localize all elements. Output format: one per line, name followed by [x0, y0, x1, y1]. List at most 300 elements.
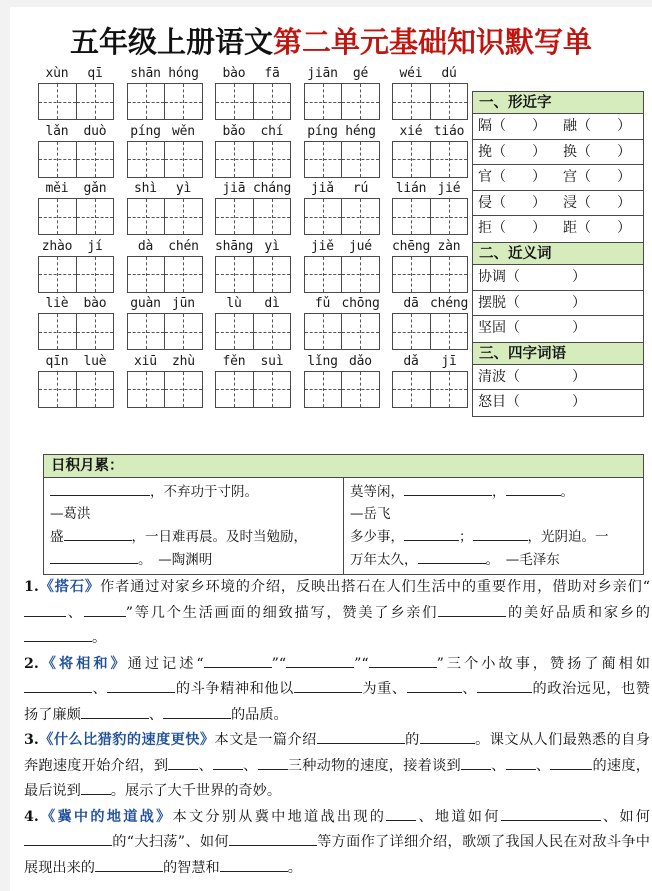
xingjinzi-cell[interactable]: [558, 191, 643, 216]
tianzige-box[interactable]: [304, 83, 380, 120]
tianzige-cell[interactable]: [305, 142, 343, 177]
xingjinzi-char: 侵（: [478, 194, 506, 211]
pinyin-word-group: [392, 65, 468, 120]
tianzige-box[interactable]: [127, 371, 203, 408]
answer-blank[interactable]: [294, 677, 362, 693]
riji-line: [50, 525, 338, 548]
pinyin-word-group: [38, 238, 114, 293]
pinyin-row: [38, 123, 468, 181]
question-text: 。课文从人们最熟悉的自身奔跑速度开始介绍，到: [24, 732, 650, 774]
tianzige-cell[interactable]: [128, 142, 166, 177]
tianzige-cell[interactable]: [128, 372, 166, 407]
answer-blank[interactable]: [420, 728, 475, 744]
answer-blank[interactable]: [501, 805, 601, 821]
pinyin-word-group: [392, 180, 468, 235]
question-number: 4.: [24, 808, 39, 825]
pinyin-label: [392, 123, 468, 141]
pinyin-row: [38, 295, 468, 353]
table-row: [473, 191, 643, 217]
pinyin-syllable: chí: [260, 123, 284, 139]
pinyin-row: [38, 180, 468, 238]
xingjinzi-cell[interactable]: [558, 165, 643, 190]
pinyin-syllable: lǐng: [307, 353, 338, 369]
answer-blank[interactable]: [204, 652, 272, 668]
tianzige-box[interactable]: [392, 256, 468, 293]
pinyin-label: [38, 353, 114, 371]
answer-blank[interactable]: [438, 601, 506, 617]
section-heading-sizi: 三、四字词语: [473, 342, 643, 365]
pinyin-word-group: [38, 123, 114, 178]
pinyin-syllable: jī: [441, 353, 457, 369]
tianzige-cell[interactable]: [393, 372, 431, 407]
tianzige-box[interactable]: [392, 198, 468, 235]
answer-blank[interactable]: [550, 754, 592, 770]
answer-blank[interactable]: [461, 754, 491, 770]
pinyin-label: [38, 295, 114, 313]
pinyin-syllable: yì: [264, 238, 280, 254]
answer-blank[interactable]: [317, 728, 405, 744]
answer-blank[interactable]: [404, 480, 492, 496]
tianzige-cell[interactable]: [254, 142, 291, 177]
question-text: 本文是一篇介绍: [214, 732, 317, 748]
book-title: 《搭石》: [38, 579, 101, 595]
pinyin-label: [127, 353, 203, 371]
tianzige-cell[interactable]: [165, 257, 202, 292]
pinyin-syllable: dā: [403, 296, 419, 311]
pinyin-label: [127, 295, 203, 313]
tianzige-cell[interactable]: [128, 199, 166, 234]
tianzige-box[interactable]: [127, 83, 203, 120]
riji-text: 。 —陶渊明: [138, 552, 213, 568]
tianzige-cell[interactable]: [128, 314, 166, 349]
pinyin-label: [127, 180, 203, 198]
table-row: [473, 216, 643, 242]
vocab-cell[interactable]: [473, 291, 643, 316]
tianzige-cell[interactable]: [431, 257, 468, 292]
tianzige-cell[interactable]: [39, 142, 77, 177]
pinyin-word-group: [304, 180, 380, 235]
tianzige-box[interactable]: [38, 313, 114, 350]
tianzige-cell[interactable]: [342, 199, 379, 234]
tianzige-cell[interactable]: [128, 84, 166, 119]
answer-blank[interactable]: [506, 480, 561, 496]
pinyin-syllable: lián: [395, 181, 427, 196]
pinyin-label: [127, 65, 203, 83]
pinyin-syllable: dǎo: [349, 353, 372, 369]
tianzige-cell[interactable]: [305, 372, 343, 407]
pinyin-label: [392, 180, 468, 198]
answer-blank[interactable]: [404, 525, 459, 541]
tianzige-cell[interactable]: [39, 314, 77, 349]
tianzige-box[interactable]: [38, 83, 114, 120]
tianzige-box[interactable]: [304, 198, 380, 235]
vocab-cell[interactable]: [473, 365, 643, 390]
tianzige-box[interactable]: [38, 371, 114, 408]
tianzige-cell[interactable]: [216, 199, 254, 234]
pinyin-word-group: [215, 295, 291, 350]
tianzige-cell[interactable]: [393, 257, 431, 292]
tianzige-box[interactable]: [392, 83, 468, 120]
pinyin-syllable: wéi: [399, 66, 423, 81]
pinyin-word-group: [127, 65, 203, 120]
pinyin-syllable: chēng: [392, 238, 431, 254]
paren-close: ）: [532, 143, 546, 160]
section-heading-xingjinzi: 一、形近字: [473, 92, 643, 114]
xingjinzi-cell[interactable]: [558, 216, 643, 242]
tianzige-cell[interactable]: [431, 314, 468, 349]
answer-blank[interactable]: [50, 480, 150, 496]
answer-blank[interactable]: [506, 754, 536, 770]
xingjinzi-cell[interactable]: [473, 191, 558, 216]
answer-blank[interactable]: [24, 601, 66, 617]
pinyin-syllable: shāng: [215, 238, 254, 254]
question-item: [24, 575, 650, 652]
pinyin-word-group: [38, 353, 114, 408]
vocab-cell[interactable]: [473, 265, 643, 290]
answer-blank[interactable]: [369, 652, 437, 668]
pinyin-syllable: qīn: [45, 353, 69, 369]
riji-text: 。 —毛泽东: [485, 552, 560, 568]
tianzige-cell[interactable]: [39, 84, 77, 119]
tianzige-box[interactable]: [215, 371, 291, 408]
tianzige-cell[interactable]: [39, 257, 77, 292]
pinyin-syllable: zhù: [172, 353, 195, 369]
pinyin-syllable: suì: [260, 353, 284, 369]
tianzige-cell[interactable]: [216, 142, 254, 177]
pinyin-word-group: [127, 238, 203, 293]
question-text: 为重、: [361, 681, 407, 697]
riji-text: ，不弃功于寸阴。: [150, 484, 258, 500]
pinyin-grid-area: [38, 65, 468, 410]
paren-close: ）: [532, 194, 546, 211]
pinyin-syllable: jiǎ: [311, 181, 334, 196]
tianzige-cell[interactable]: [431, 84, 468, 119]
tianzige-box[interactable]: [127, 256, 203, 293]
question-number: 1.: [24, 579, 39, 595]
riji-right-column: [344, 478, 643, 574]
riji-line: [50, 503, 338, 525]
xingjinzi-cell[interactable]: [473, 114, 558, 139]
pinyin-label: [38, 123, 114, 141]
answer-blank[interactable]: [418, 548, 486, 564]
tianzige-box[interactable]: [392, 313, 468, 350]
pinyin-label: [304, 353, 380, 371]
tianzige-box[interactable]: [392, 141, 468, 178]
pinyin-label: [215, 65, 291, 83]
answer-blank[interactable]: [64, 525, 132, 541]
tianzige-box[interactable]: [127, 141, 203, 178]
answer-blank[interactable]: [258, 754, 288, 770]
question-text: 、地道如何: [416, 808, 501, 825]
pinyin-syllable: shì: [134, 181, 157, 196]
question-text: ”等几个生活画面的细致描写，赞美了乡亲们: [125, 604, 439, 621]
riji-line: [350, 503, 638, 525]
riji-text: —葛洪: [50, 506, 91, 522]
tianzige-box[interactable]: [215, 198, 291, 235]
question-text: 三种动物的速度，接着谈到: [287, 757, 461, 774]
paren-close: ）: [617, 143, 631, 160]
table-row: [473, 114, 643, 140]
tianzige-cell[interactable]: [393, 84, 431, 119]
pinyin-label: [304, 180, 380, 198]
answer-blank[interactable]: [81, 779, 111, 795]
tianzige-cell[interactable]: [165, 372, 202, 407]
pinyin-label: [304, 65, 380, 83]
pinyin-word-group: [127, 295, 203, 350]
tianzige-box[interactable]: [38, 198, 114, 235]
page-title-black: 五年级上册语文: [69, 25, 273, 59]
paren-close: ）: [572, 368, 586, 385]
riji-heading: 日积月累：: [44, 455, 643, 478]
pinyin-word-group: [215, 65, 291, 120]
book-title: 《将相和》: [38, 655, 128, 672]
xingjinzi-char: 隔（: [478, 118, 506, 134]
table-row: [473, 291, 643, 317]
answer-blank[interactable]: [477, 677, 532, 693]
question-text: 本文分别从冀中地道战出现的: [172, 808, 387, 825]
riji-text: —岳飞: [350, 506, 391, 522]
pinyin-word-group: [38, 180, 114, 235]
tianzige-cell[interactable]: [216, 84, 254, 119]
answer-blank[interactable]: [407, 677, 462, 693]
pinyin-label: [304, 123, 380, 141]
question-item: [24, 805, 650, 882]
pinyin-syllable: xié: [399, 123, 423, 139]
xingjinzi-cell[interactable]: [558, 114, 643, 139]
tianzige-cell[interactable]: [77, 314, 114, 349]
tianzige-box[interactable]: [304, 141, 380, 178]
paren-close: ）: [617, 169, 631, 186]
sizi-rows: [473, 365, 643, 416]
tianzige-cell[interactable]: [128, 257, 166, 292]
tianzige-cell[interactable]: [393, 199, 431, 234]
tianzige-cell[interactable]: [39, 199, 77, 234]
pinyin-syllable: luè: [83, 353, 107, 369]
paren-close: ）: [617, 194, 631, 211]
pinyin-word-group: [215, 238, 291, 293]
xingjinzi-cell[interactable]: [473, 140, 558, 165]
riji-text: ；: [459, 529, 473, 545]
tianzige-box[interactable]: [304, 371, 380, 408]
question-text: 通过记述“: [127, 655, 204, 672]
tianzige-cell[interactable]: [165, 142, 202, 177]
pinyin-word-group: [392, 238, 468, 293]
pinyin-syllable: qī: [87, 66, 103, 81]
vocab-cell[interactable]: [473, 390, 643, 416]
table-row: [473, 140, 643, 166]
paren-close: ）: [617, 118, 631, 134]
answer-blank[interactable]: [386, 805, 416, 821]
tianzige-cell[interactable]: [342, 142, 379, 177]
answer-blank[interactable]: [24, 626, 92, 642]
pinyin-syllable: jiān: [307, 66, 338, 81]
tianzige-box[interactable]: [127, 313, 203, 350]
tianzige-box[interactable]: [215, 83, 291, 120]
tianzige-box[interactable]: [392, 371, 468, 408]
pinyin-label: [392, 238, 468, 256]
table-row: [473, 265, 643, 291]
tianzige-cell[interactable]: [216, 314, 254, 349]
tianzige-cell[interactable]: [342, 257, 379, 292]
tianzige-cell[interactable]: [77, 142, 114, 177]
paren-close: ）: [572, 320, 586, 337]
tianzige-box[interactable]: [304, 313, 380, 350]
riji-line: [50, 548, 338, 571]
question-text: 、: [242, 757, 258, 774]
question-text: 、: [535, 757, 551, 774]
tianzige-box[interactable]: [215, 313, 291, 350]
pinyin-syllable: xiū: [134, 353, 157, 369]
pinyin-syllable: lù: [226, 296, 242, 311]
answer-blank[interactable]: [107, 677, 175, 693]
tianzige-cell[interactable]: [305, 257, 343, 292]
tianzige-box[interactable]: [38, 141, 114, 178]
pinyin-syllable: měi: [45, 181, 69, 196]
pinyin-label: [127, 123, 203, 141]
pinyin-syllable: bào: [222, 66, 246, 81]
pinyin-syllable: píng: [130, 123, 161, 139]
pinyin-label: [215, 353, 291, 371]
question-text: 的“大扫荡”、如何: [112, 834, 229, 850]
tianzige-cell[interactable]: [77, 84, 114, 119]
tianzige-cell[interactable]: [165, 84, 202, 119]
tianzige-cell[interactable]: [342, 372, 379, 407]
question-text: 的品质。: [230, 706, 288, 723]
tianzige-cell[interactable]: [77, 199, 114, 234]
pinyin-label: [38, 238, 114, 256]
xingjinzi-char: 宫（: [563, 169, 591, 186]
xingjinzi-char: 融（: [563, 118, 591, 134]
vocab-cell[interactable]: [473, 316, 643, 342]
vocab-word: 清波（: [478, 368, 520, 385]
tianzige-cell[interactable]: [77, 372, 114, 407]
tianzige-box[interactable]: [215, 256, 291, 293]
table-row: [473, 165, 643, 191]
riji-text: 莫等闲，: [350, 484, 404, 500]
answer-blank[interactable]: [168, 754, 198, 770]
tianzige-cell[interactable]: [165, 314, 202, 349]
tianzige-cell[interactable]: [165, 199, 202, 234]
pinyin-syllable: jué: [349, 238, 372, 254]
tianzige-cell[interactable]: [254, 257, 291, 292]
answer-blank[interactable]: [81, 703, 149, 719]
tianzige-cell[interactable]: [393, 314, 431, 349]
pinyin-syllable: fā: [264, 66, 280, 81]
pinyin-syllable: gǎn: [83, 181, 107, 196]
answer-blank[interactable]: [50, 548, 138, 564]
pinyin-label: [38, 65, 114, 83]
tianzige-box[interactable]: [215, 141, 291, 178]
pinyin-syllable: tiáo: [433, 123, 465, 139]
tianzige-cell[interactable]: [254, 372, 291, 407]
jinyici-rows: [473, 265, 643, 342]
xingjinzi-cell[interactable]: [473, 216, 558, 242]
question-text: 等方面作了详细介绍，歌颂了我国人民在对敌斗争中展现出来的: [24, 834, 650, 876]
answer-blank[interactable]: [229, 830, 317, 846]
tianzige-cell[interactable]: [39, 372, 77, 407]
tianzige-cell[interactable]: [431, 142, 468, 177]
tianzige-cell[interactable]: [254, 199, 291, 234]
tianzige-box[interactable]: [38, 256, 114, 293]
answer-blank[interactable]: [95, 856, 163, 872]
pinyin-label: [304, 295, 380, 313]
xingjinzi-rows: [473, 114, 643, 242]
tianzige-cell[interactable]: [216, 257, 254, 292]
answer-blank[interactable]: [84, 601, 126, 617]
pinyin-syllable: zhào: [41, 238, 73, 254]
riji-text: ，一日难再晨。及时当勉励，: [131, 529, 307, 545]
tianzige-cell[interactable]: [216, 372, 254, 407]
answer-blank[interactable]: [286, 652, 354, 668]
question-text: 的政治远见，也赞扬了廉颇: [24, 681, 650, 723]
question-text: 的斗争精神和他以: [175, 681, 294, 697]
riji-line: [350, 548, 638, 571]
pinyin-word-group: [304, 295, 380, 350]
pinyin-label: [127, 238, 203, 256]
tianzige-box[interactable]: [304, 256, 380, 293]
xingjinzi-char: 浸（: [563, 194, 591, 211]
vocab-word: 协调（: [478, 268, 520, 285]
xingjinzi-cell[interactable]: [473, 165, 558, 190]
tianzige-cell[interactable]: [305, 84, 343, 119]
pinyin-syllable: chéng: [430, 296, 469, 311]
pinyin-syllable: jiě: [311, 238, 334, 254]
pinyin-word-group: [38, 295, 114, 350]
question-text: 的: [404, 732, 420, 748]
answer-blank[interactable]: [220, 856, 288, 872]
riji-text: 盛: [50, 529, 64, 545]
tianzige-cell[interactable]: [342, 84, 379, 119]
answer-blank[interactable]: [24, 830, 112, 846]
xingjinzi-char: 换（: [563, 143, 591, 160]
tianzige-box[interactable]: [127, 198, 203, 235]
pinyin-syllable: zàn: [437, 238, 461, 254]
question-text: 的速度，最后说到: [24, 757, 650, 799]
tianzige-cell[interactable]: [305, 199, 343, 234]
pinyin-syllable: jiā: [222, 181, 246, 196]
pinyin-syllable: píng: [307, 123, 338, 139]
pinyin-syllable: liè: [45, 296, 69, 311]
book-title: 《什么比猎豹的速度更快》: [38, 732, 215, 748]
answer-blank[interactable]: [24, 677, 92, 693]
pinyin-label: [215, 295, 291, 313]
pinyin-syllable: xùn: [45, 66, 69, 81]
pinyin-word-group: [38, 65, 114, 120]
xingjinzi-cell[interactable]: [558, 140, 643, 165]
tianzige-cell[interactable]: [342, 314, 379, 349]
pinyin-syllable: dì: [264, 296, 280, 311]
pinyin-row: [38, 353, 468, 411]
answer-blank[interactable]: [163, 703, 231, 719]
xingjinzi-char: 挽（: [478, 143, 506, 160]
tianzige-cell[interactable]: [254, 314, 291, 349]
pinyin-syllable: jí: [87, 238, 103, 254]
tianzige-cell[interactable]: [431, 372, 468, 407]
answer-blank[interactable]: [213, 754, 243, 770]
answer-blank[interactable]: [473, 525, 528, 541]
sidebar-tables: [472, 91, 644, 417]
tianzige-cell[interactable]: [305, 314, 343, 349]
tianzige-cell[interactable]: [393, 142, 431, 177]
pinyin-word-group: [127, 123, 203, 178]
tianzige-cell[interactable]: [254, 84, 291, 119]
tianzige-cell[interactable]: [77, 257, 114, 292]
question-text: 、: [198, 757, 213, 774]
pinyin-syllable: duò: [83, 123, 107, 139]
pinyin-word-group: [215, 180, 291, 235]
tianzige-cell[interactable]: [431, 199, 468, 234]
question-item: [24, 652, 650, 729]
